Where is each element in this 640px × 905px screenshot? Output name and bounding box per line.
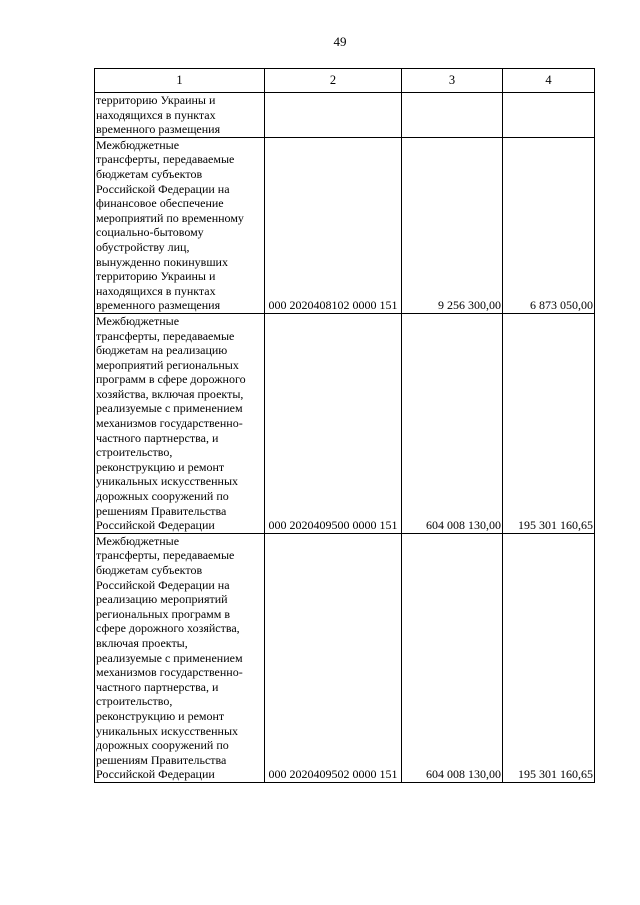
row-name-cell: Межбюджетные трансферты, передаваемые бюджетам на реализацию мероприятий региональных программ в сфере дорожного хозяйства, включая проекты, реализуемые с применением механизмов государственно- частного партнерства, и строительство, реконструкцию и ремонт уникальных искусственных дорожных сооружений по решениям Правительства Российской Федерации: [95, 313, 265, 533]
row-code-cell: 000 2020408102 0000 151: [265, 137, 402, 313]
row-name-cell: территорию Украины и находящихся в пунктах временного размещения: [95, 93, 265, 138]
row-amount-col4: [503, 93, 595, 138]
row-code-cell: 000 2020409500 0000 151: [265, 313, 402, 533]
row-amount-col4: 195 301 160,65: [503, 533, 595, 782]
budget-table: [94, 68, 595, 783]
row-name-cell: Межбюджетные трансферты, передаваемые бюджетам субъектов Российской Федерации на реализацию мероприятий региональных программ в сфере дорожного хозяйства, включая проекты, реализуемые с применением механизмов государственно- частного партнерства, и строительство, реконструкцию и ремонт уникальных искусственных дорожных сооружений по решениям Правительства Российской Федерации: [95, 533, 265, 782]
table-row: [95, 93, 595, 138]
row-amount-col3: [402, 93, 503, 138]
column-header-1: 1: [95, 69, 265, 93]
row-code-cell: [265, 93, 402, 138]
table-row: [95, 137, 595, 313]
column-header-3: 3: [402, 69, 503, 93]
page-number: 49: [333, 34, 347, 49]
row-code-cell: 000 2020409502 0000 151: [265, 533, 402, 782]
table-row: [95, 533, 595, 782]
column-header-2: 2: [265, 69, 402, 93]
row-name-cell: Межбюджетные трансферты, передаваемые бюджетам субъектов Российской Федерации на финансовое обеспечение мероприятий по временному социально-бытовому обустройству лиц, вынужденно покинувших территорию Украины и находящихся в пунктах временного размещения: [95, 137, 265, 313]
row-amount-col3: 9 256 300,00: [402, 137, 503, 313]
row-amount-col4: 195 301 160,65: [503, 313, 595, 533]
table-row: [95, 313, 595, 533]
column-header-4: 4: [503, 69, 595, 93]
row-amount-col3: 604 008 130,00: [402, 313, 503, 533]
table-header-row: [95, 69, 595, 93]
row-amount-col3: 604 008 130,00: [402, 533, 503, 782]
row-amount-col4: 6 873 050,00: [503, 137, 595, 313]
